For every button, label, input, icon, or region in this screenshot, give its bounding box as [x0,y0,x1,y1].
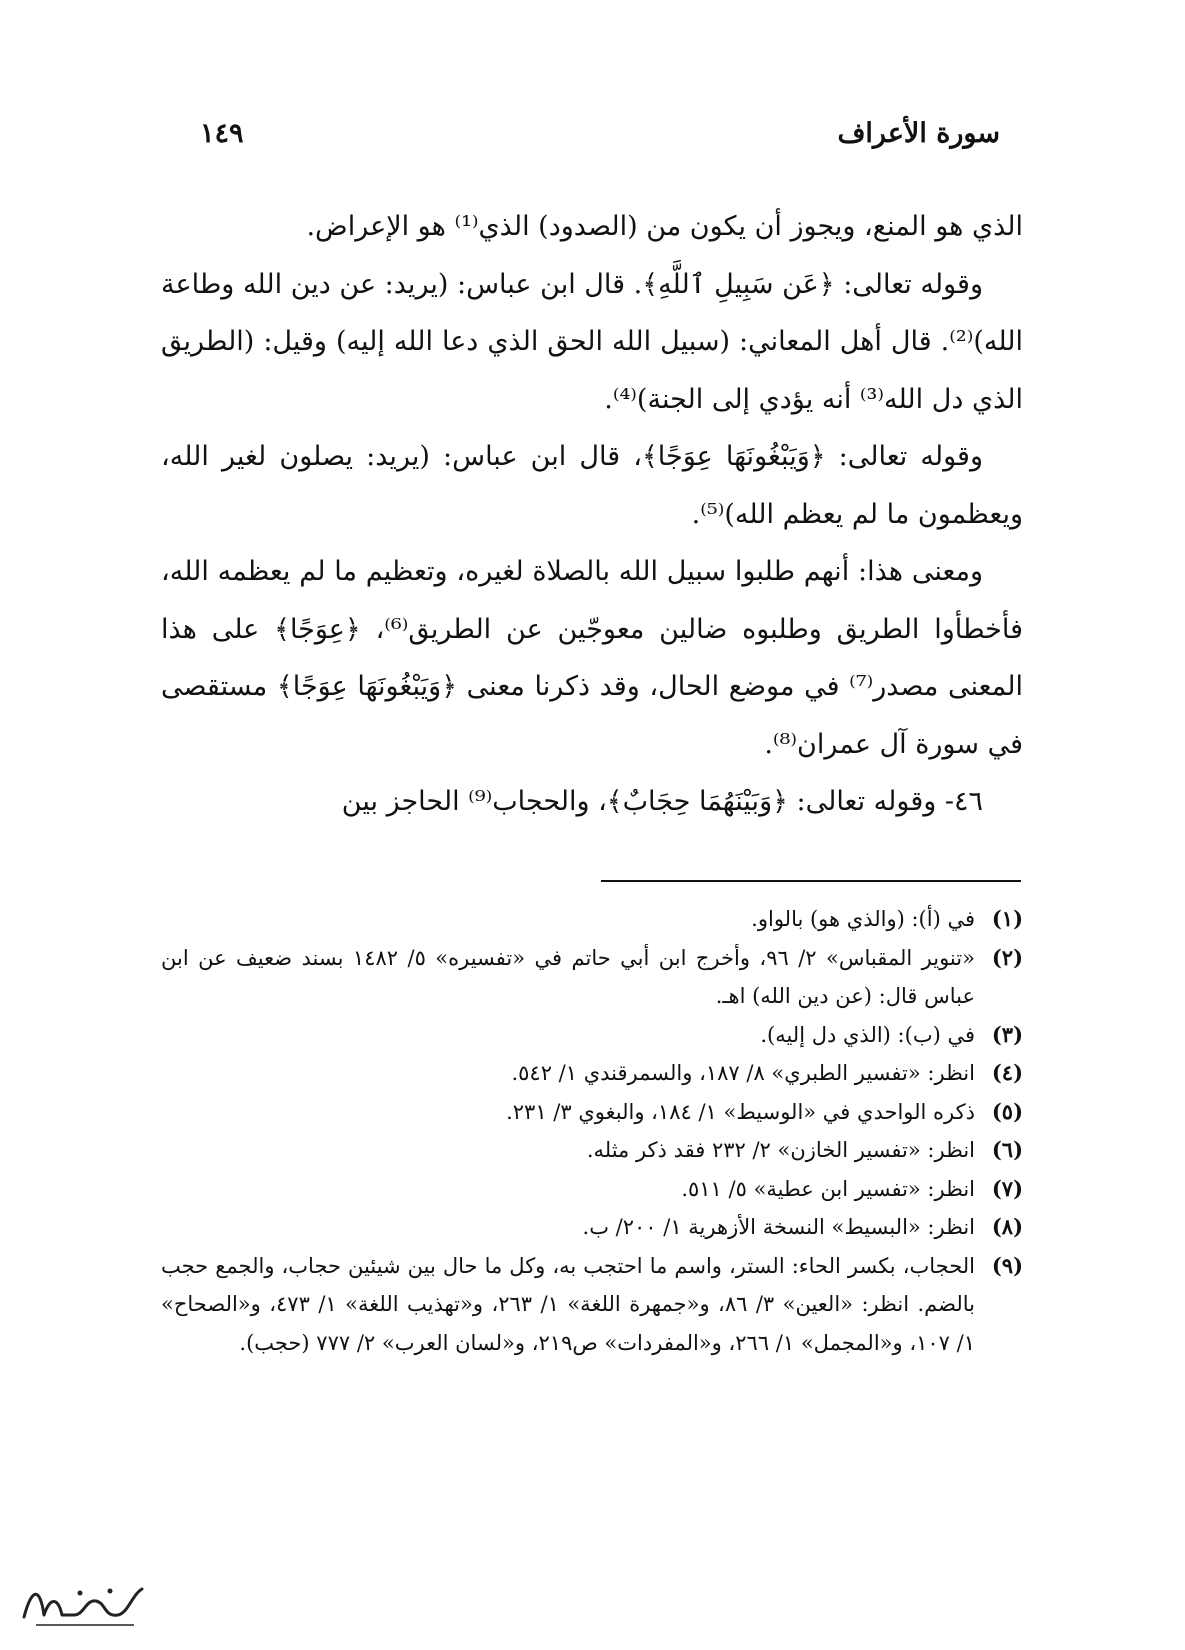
footnote-text: ذكره الواحدي في «الوسيط» ١/ ١٨٤، والبغوي ٣/ ٢٣١. [506,1099,975,1124]
paragraph-1: الذي هو المنع، ويجوز أن يكون من (الصدود) الذي⁽¹⁾ هو الإعراض. [306,211,1023,242]
footnote-6 [161,1131,1023,1170]
footnote-text: انظر: «تفسير ابن عطية» ٥/ ٥١١. [681,1176,975,1201]
footnote-number: (٧) [991,1175,1023,1201]
paragraph-3: وقوله تعالى: ﴿وَيَبْغُونَهَا عِوَجًا﴾، قال ابن عباس: (يريد: يصلون لغير الله، ويعظمون ما لم يعظم الله)⁽⁵⁾. [161,441,1023,530]
footnote-text: انظر: «تفسير الطبري» ٨/ ١٨٧، والسمرقندي ١/ ٥٤٢. [511,1061,975,1085]
body-text [161,198,1023,831]
footnote-number: (٩) [991,1252,1023,1278]
footnote-number: (١) [991,906,1023,931]
footnote-text: «تنوير المقباس» ٢/ ٩٦، وأخرج ابن أبي حاتم في «تفسيره» ٥/ ١٤٨٢ بسند ضعيف عن ابن عباس قال: (عن دين الله) اهـ. [161,945,975,1008]
footnote-1 [161,900,1023,939]
footnote-text: انظر: «البسيط» النسخة الأزهرية ١/ ٢٠٠/ ب. [582,1215,975,1239]
footnote-3 [161,1016,1023,1055]
footnote-number: (٥) [991,1098,1023,1124]
footnote-number: (٨) [991,1214,1023,1239]
library-stamp-logo [14,1575,154,1635]
footnote-number: (٢) [991,944,1023,970]
paragraph-2: وقوله تعالى: ﴿عَن سَبِيلِ ٱللَّهِ﴾. قال ابن عباس: (يريد: عن دين الله وطاعة الله)⁽²⁾. قال أهل المعاني: (سبيل الله الحق الذي دعا الله إليه) وقيل: (الطريق الذي دل الله⁽³⁾ أنه يؤدي إلى الجنة)⁽⁴⁾. [161,268,1023,415]
footnote-text: انظر: «تفسير الخازن» ٢/ ٢٣٢ فقد ذكر مثله. [586,1138,975,1162]
footnote-9 [161,1247,1023,1363]
footnote-text: الحجاب، بكسر الحاء: الستر، واسم ما احتجب به، وكل ما حال بين شيئين حجاب، والجمع حجب بالضم. انظر: «العين» ٣/ ٨٦، و«جمهرة اللغة» ١/ ٢٦٣، و«تهذيب اللغة» ١/ ٤٧٣، و«الصحاح» ١/ ١٠٧، و«المجمل» ١/ ٢٦٦، و«المفردات» ص٢١٩، و«لسان العرب» ٢/ ٧٧٧ (حجب). [161,1253,975,1355]
footnote-number: (٦) [991,1137,1023,1162]
footnote-number: (٤) [991,1060,1023,1085]
footnote-5 [161,1093,1023,1132]
footnote-4 [161,1054,1023,1093]
footnote-number: (٣) [991,1021,1023,1047]
footnote-divider [601,880,1021,882]
paragraph-5: ٤٦- وقوله تعالى: ﴿وَبَيْنَهُمَا حِجَابٌ﴾، والحجاب⁽⁹⁾ الحاجز بين [341,786,983,817]
footnote-text: في (أ): (والذي هو) بالواو. [751,907,975,931]
footnote-7 [161,1170,1023,1209]
page-number: ١٤٩ [200,118,244,149]
footnotes [161,900,1023,1362]
footnote-text: في (ب): (الذي دل إليه). [760,1022,975,1047]
surah-title: سورة الأعراف [837,118,1000,149]
footnote-2 [161,939,1023,1016]
paragraph-4: ومعنى هذا: أنهم طلبوا سبيل الله بالصلاة لغيره، وتعظيم ما لم يعظمه الله، فأخطأوا الطريق وطلبوه ضالين معوجّين عن الطريق⁽⁶⁾، ﴿عِوَجًا﴾ على هذا المعنى مصدر⁽⁷⁾ في موضع الحال، وقد ذكرنا معنى ﴿وَيَبْغُونَهَا عِوَجًا﴾ مستقصى في سورة آل عمران⁽⁸⁾. [161,556,1023,760]
footnote-8 [161,1208,1023,1247]
